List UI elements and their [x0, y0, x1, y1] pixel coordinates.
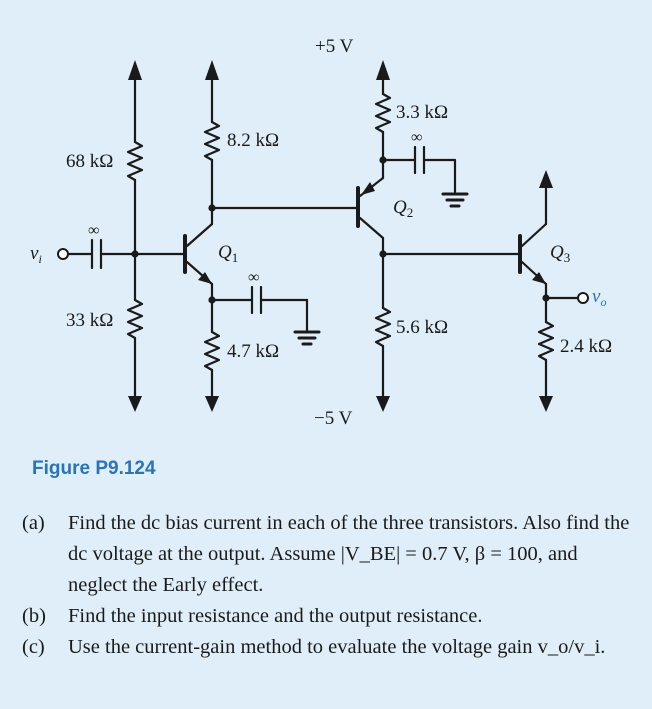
junction-q1-collector — [208, 204, 215, 211]
arrow-up-left-rail — [128, 60, 142, 80]
arrow-up-q2-emitter — [376, 60, 390, 80]
arrow-up-q3-collector — [539, 170, 553, 188]
question-c — [22, 632, 636, 663]
label-8-2k: 8.2 kΩ — [227, 130, 280, 151]
question-b-text: Find the input resistance and the output resistance. — [68, 605, 483, 627]
label-33k: 33 kΩ — [66, 310, 114, 331]
resistor-68k — [128, 142, 142, 180]
label-q3: $Q_3$ — [550, 242, 571, 265]
junction-q2-emitter — [379, 156, 386, 163]
label-input-vi: $v_i$ — [30, 243, 42, 266]
question-a — [22, 508, 636, 601]
question-b-letter: (b) — [22, 605, 46, 627]
junction-q1-emitter — [208, 296, 215, 303]
junction-q3-emitter — [542, 294, 549, 301]
label-3-3k: 3.3 kΩ — [396, 102, 449, 123]
arrow-down-left-rail — [128, 396, 142, 412]
question-c-text: Use the current-gain method to evaluate the voltage gain v_o/v_i. — [68, 636, 606, 658]
question-a-text: Find the dc bias current in each of the three transistors. Also find the dc voltage at the output. Assume |V_BE| = 0.7 V, β = 100, and neglect the Early effect. — [68, 512, 630, 596]
label-68k: 68 kΩ — [66, 151, 114, 172]
bias-rail-left — [128, 80, 142, 398]
label-q2: $Q_2$ — [393, 197, 414, 220]
question-list — [22, 508, 636, 663]
resistor-33k — [128, 300, 142, 338]
output-terminal — [578, 293, 588, 303]
resistor-3-3k — [376, 94, 390, 132]
label-2-4k: 2.4 kΩ — [560, 336, 613, 357]
question-a-letter: (a) — [22, 512, 45, 534]
label-cap-q2: ∞ — [411, 129, 423, 146]
input-terminal — [58, 249, 68, 259]
resistor-5-6k — [376, 308, 390, 346]
supply-positive-label: +5 V — [315, 36, 354, 57]
question-b — [22, 601, 636, 632]
label-cap-input: ∞ — [88, 222, 100, 239]
label-cap-q1: ∞ — [248, 269, 260, 286]
arrow-down-q3-emitter — [539, 396, 553, 412]
label-4-7k: 4.7 kΩ — [227, 341, 280, 362]
junction-base-q1 — [131, 250, 138, 257]
question-c-letter: (c) — [22, 636, 45, 658]
label-5-6k: 5.6 kΩ — [396, 317, 449, 338]
q2-emitter-arrow — [361, 182, 375, 195]
supply-negative-label: −5 V — [314, 408, 353, 429]
label-q1: $Q_1$ — [218, 242, 239, 265]
label-output-vo: $v_o$ — [592, 286, 607, 309]
transistor-q2 — [358, 160, 383, 254]
arrow-down-q1-emitter — [205, 396, 219, 412]
resistor-8-2k — [205, 122, 219, 160]
resistor-2-4k — [539, 322, 553, 360]
arrow-up-q1-collector — [205, 60, 219, 80]
figure-caption: Figure P9.124 — [32, 458, 156, 479]
junction-q2-collector — [379, 250, 386, 257]
arrow-down-q2-collector — [376, 396, 390, 412]
transistor-q1 — [185, 208, 212, 300]
resistor-4-7k — [205, 332, 219, 370]
input-coupling — [68, 240, 185, 268]
